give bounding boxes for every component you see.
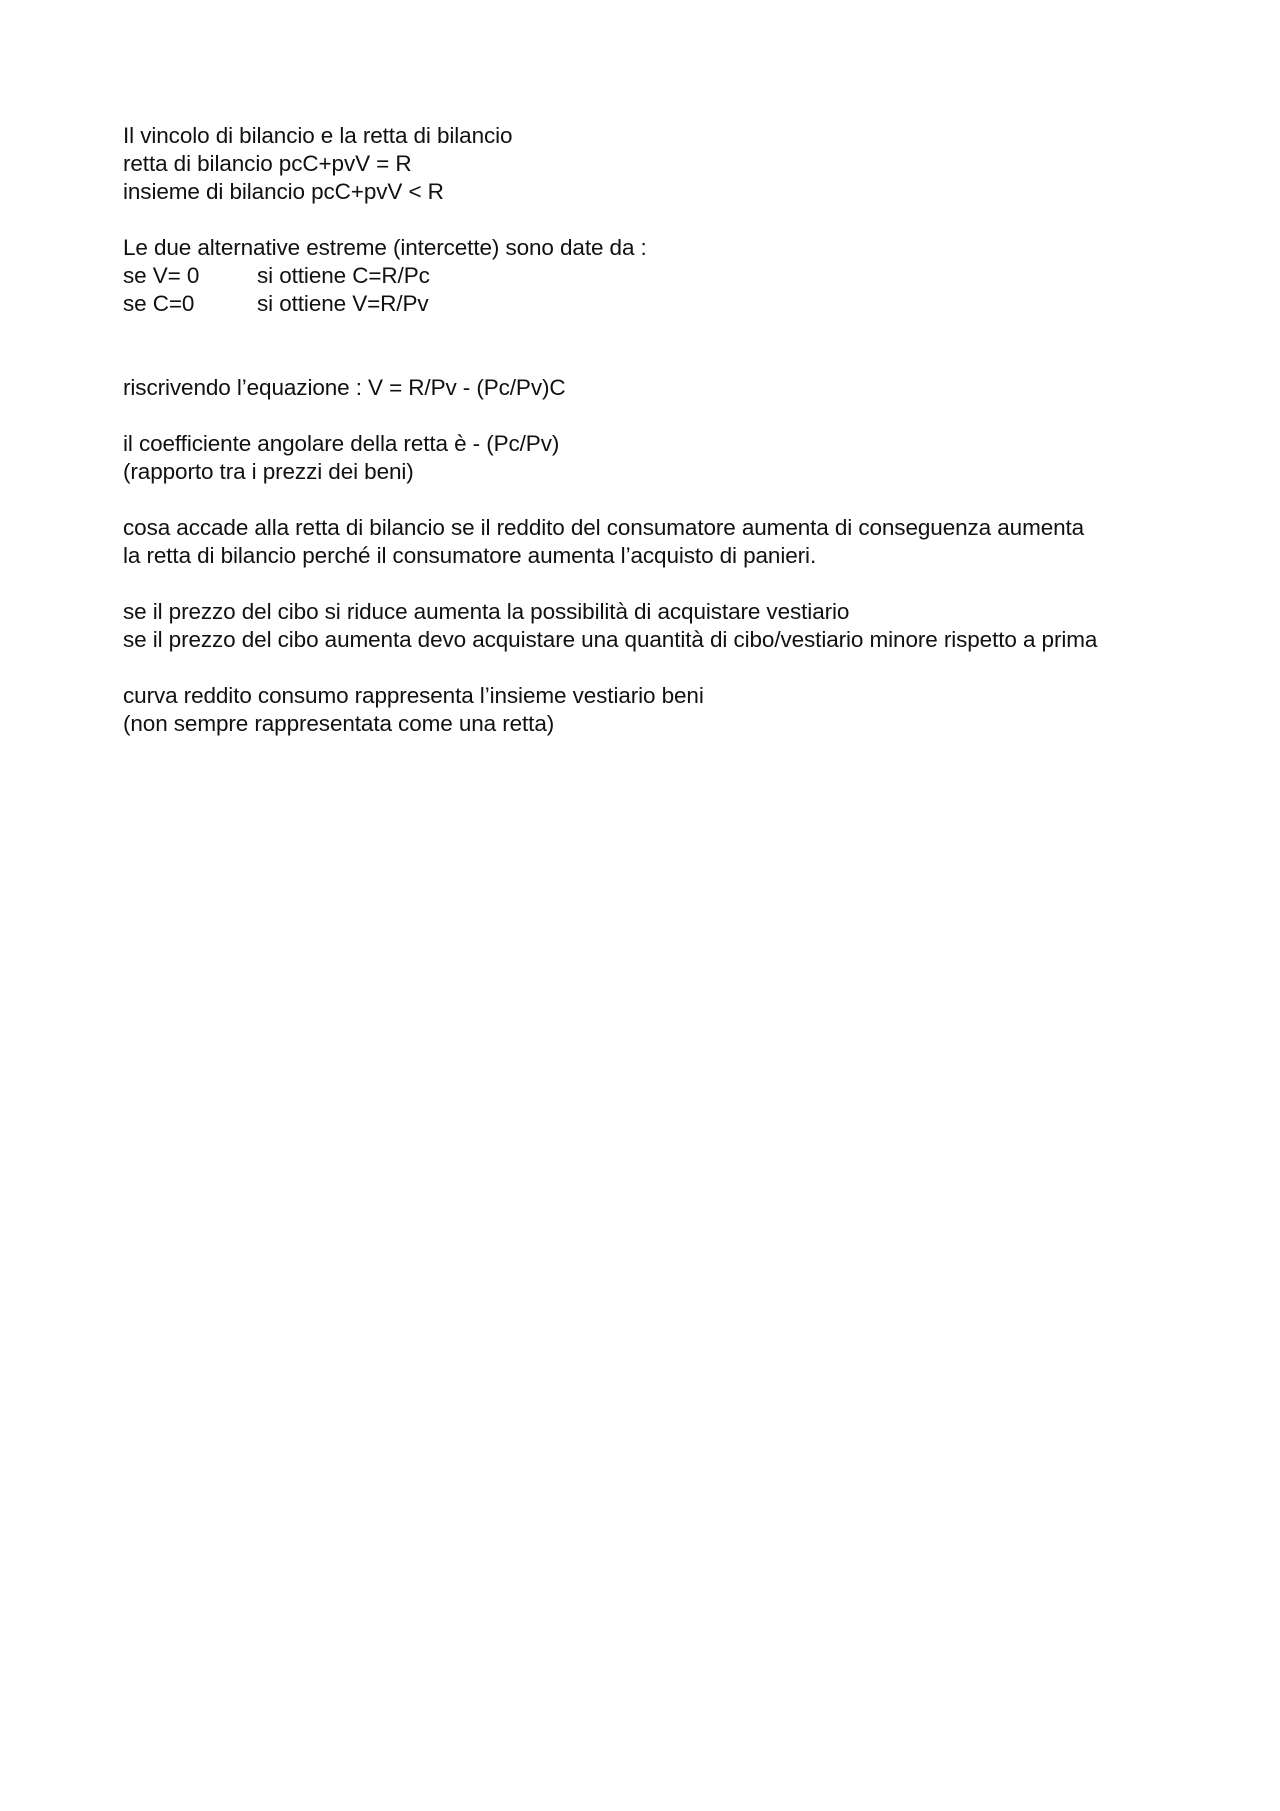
paragraph-spacer bbox=[123, 654, 1253, 682]
case-condition: se V= 0 bbox=[123, 263, 200, 288]
text-line: (non sempre rappresentata come una retta) bbox=[123, 711, 555, 736]
text-line: curva reddito consumo rappresenta l’insieme vestiario beni bbox=[123, 683, 704, 708]
text-line: il coefficiente angolare della retta è - (Pc/Pv) bbox=[123, 431, 560, 456]
paragraph-spacer bbox=[123, 486, 1253, 514]
paragraph-spacer bbox=[123, 570, 1253, 598]
intercept-case-row bbox=[123, 262, 1253, 290]
text-line: riscrivendo l’equazione : V = R/Pv - (Pc/Pv)C bbox=[123, 375, 566, 400]
paragraph-spacer bbox=[123, 206, 1253, 234]
intercept-case-row bbox=[123, 290, 1253, 318]
document-body bbox=[123, 122, 1253, 738]
case-condition: se C=0 bbox=[123, 291, 195, 316]
text-line: cosa accade alla retta di bilancio se il reddito del consumatore aumenta di conseguenza aumenta bbox=[123, 515, 1085, 540]
text-line: Le due alternative estreme (intercette) sono date da : bbox=[123, 235, 647, 260]
text-line: retta di bilancio pcC+pvV = R bbox=[123, 151, 412, 176]
case-result: si ottiene V=R/Pv bbox=[257, 291, 429, 316]
case-result: si ottiene C=R/Pc bbox=[257, 263, 430, 288]
text-line: insieme di bilancio pcC+pvV < R bbox=[123, 179, 444, 204]
paragraph-spacer bbox=[123, 318, 1253, 374]
text-line: (rapporto tra i prezzi dei beni) bbox=[123, 459, 414, 484]
text-line: se il prezzo del cibo si riduce aumenta la possibilità di acquistare vestiario bbox=[123, 599, 850, 624]
paragraph-spacer bbox=[123, 402, 1253, 430]
text-line: se il prezzo del cibo aumenta devo acquistare una quantità di cibo/vestiario minore rispetto a prima bbox=[123, 627, 1098, 652]
text-line: la retta di bilancio perché il consumatore aumenta l’acquisto di panieri. bbox=[123, 543, 817, 568]
text-line: Il vincolo di bilancio e la retta di bilancio bbox=[123, 123, 513, 148]
